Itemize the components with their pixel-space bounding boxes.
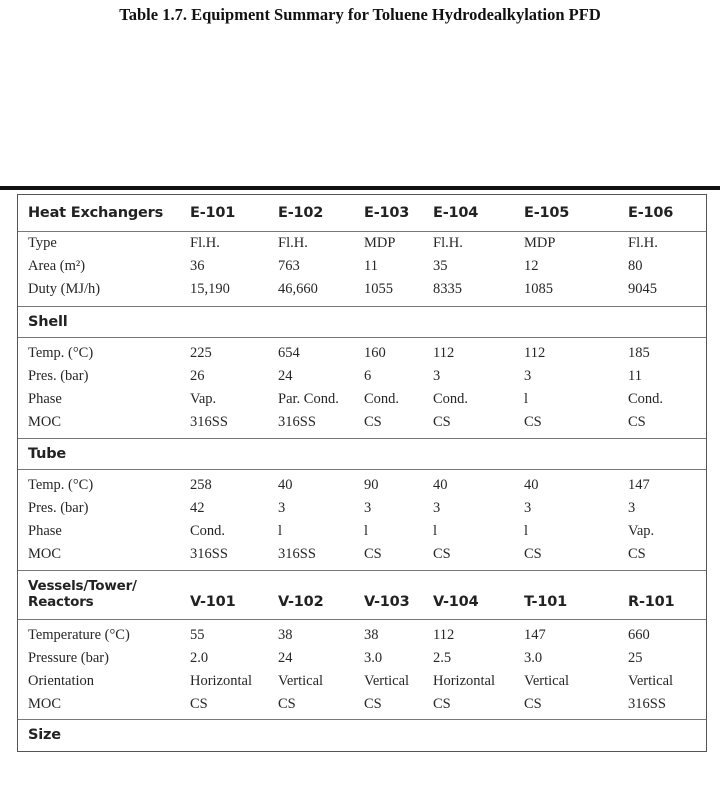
cell-value: Vertical: [364, 673, 410, 689]
divider: [18, 570, 706, 571]
cell-value: CS: [278, 696, 296, 712]
equipment-id: E-101: [190, 205, 236, 221]
row-label: Type: [28, 235, 57, 251]
cell-value: MDP: [364, 235, 396, 251]
cell-value: 6: [364, 368, 372, 384]
equipment-id: E-105: [524, 205, 570, 221]
cell-value: 38: [278, 627, 293, 643]
cell-value: 225: [190, 345, 212, 361]
row-label: MOC: [28, 414, 62, 430]
cell-value: 3: [433, 500, 441, 516]
cell-value: Fl.H.: [278, 235, 308, 251]
cell-value: 26: [190, 368, 205, 384]
cell-value: 35: [433, 258, 448, 274]
cell-value: 3.0: [364, 650, 383, 666]
cell-value: CS: [524, 546, 542, 562]
cell-value: 316SS: [190, 546, 228, 562]
cell-value: 12: [524, 258, 539, 274]
cell-value: 763: [278, 258, 300, 274]
cell-value: 11: [364, 258, 378, 274]
divider: [18, 306, 706, 307]
cell-value: 258: [190, 477, 212, 493]
cell-value: Vertical: [278, 673, 324, 689]
cell-value: 112: [524, 345, 546, 361]
cell-value: 112: [433, 627, 455, 643]
cell-value: 42: [190, 500, 205, 516]
cell-value: 80: [628, 258, 643, 274]
cell-value: 160: [364, 345, 386, 361]
cell-value: CS: [628, 546, 646, 562]
cell-value: 25: [628, 650, 643, 666]
cell-value: CS: [433, 414, 451, 430]
row-label: Pres. (bar): [28, 368, 89, 384]
cell-value: CS: [364, 414, 382, 430]
divider: [18, 469, 706, 470]
cell-value: l: [524, 391, 529, 407]
cell-value: 24: [278, 368, 293, 384]
cell-value: 3: [524, 500, 532, 516]
cell-value: 11: [628, 368, 642, 384]
vessels-header-line2: Reactors: [28, 594, 94, 610]
cell-value: l: [524, 523, 529, 539]
cell-value: 185: [628, 345, 650, 361]
cell-value: CS: [433, 696, 451, 712]
cell-value: 1085: [524, 281, 553, 297]
cell-value: 1055: [364, 281, 393, 297]
cell-value: 3: [364, 500, 372, 516]
equipment-id: E-102: [278, 205, 324, 221]
equipment-id: T-101: [524, 594, 568, 610]
size-header: Size: [28, 727, 61, 743]
top-rule: [0, 186, 720, 190]
cell-value: 55: [190, 627, 205, 643]
cell-value: 24: [278, 650, 293, 666]
cell-value: 9045: [628, 281, 657, 297]
cell-value: Vap.: [628, 523, 655, 539]
equipment-id: E-103: [364, 205, 410, 221]
cell-value: CS: [433, 546, 451, 562]
equipment-id: V-104: [433, 594, 479, 610]
cell-value: 147: [524, 627, 546, 643]
cell-value: CS: [524, 414, 542, 430]
divider: [18, 438, 706, 439]
cell-value: 316SS: [190, 414, 228, 430]
equipment-summary-table: [17, 194, 707, 752]
cell-value: 3: [278, 500, 286, 516]
cell-value: CS: [628, 414, 646, 430]
heat-exchangers-header: Heat Exchangers: [28, 205, 164, 221]
row-label: Pressure (bar): [28, 650, 109, 666]
divider: [18, 619, 706, 620]
cell-value: 15,190: [190, 281, 230, 297]
equipment-id: V-102: [278, 594, 324, 610]
row-label: Phase: [28, 391, 62, 407]
tube-header: Tube: [28, 446, 67, 462]
row-label: Orientation: [28, 673, 95, 689]
divider: [18, 337, 706, 338]
cell-value: l: [433, 523, 438, 539]
cell-value: 2.5: [433, 650, 452, 666]
cell-value: CS: [364, 696, 382, 712]
row-label: Temp. (°C): [28, 345, 94, 361]
cell-value: 90: [364, 477, 379, 493]
cell-value: 316SS: [628, 696, 666, 712]
equipment-id: V-103: [364, 594, 410, 610]
equipment-id: E-104: [433, 205, 479, 221]
cell-value: 8335: [433, 281, 462, 297]
row-label: MOC: [28, 546, 62, 562]
cell-value: 40: [278, 477, 293, 493]
equipment-id: R-101: [628, 594, 675, 610]
cell-value: Horizontal: [433, 673, 496, 689]
cell-value: 40: [433, 477, 448, 493]
cell-value: Fl.H.: [433, 235, 463, 251]
row-label: Pres. (bar): [28, 500, 89, 516]
cell-value: Vertical: [628, 673, 674, 689]
row-label: MOC: [28, 696, 62, 712]
row-label: Phase: [28, 523, 62, 539]
cell-value: Cond.: [364, 391, 400, 407]
row-label: Temperature (°C): [28, 627, 130, 643]
cell-value: Cond.: [190, 523, 226, 539]
vessels-header-line1: Vessels/Tower/: [28, 578, 137, 594]
cell-value: Par. Cond.: [278, 391, 339, 407]
equipment-id: V-101: [190, 594, 236, 610]
row-label: Area (m²): [28, 258, 86, 274]
cell-value: 316SS: [278, 414, 316, 430]
cell-value: 3: [524, 368, 532, 384]
divider: [18, 231, 706, 232]
cell-value: 3: [433, 368, 441, 384]
cell-value: Cond.: [433, 391, 469, 407]
cell-value: l: [278, 523, 283, 539]
cell-value: CS: [524, 696, 542, 712]
divider: [18, 719, 706, 720]
cell-value: Fl.H.: [628, 235, 658, 251]
shell-header: Shell: [28, 314, 68, 330]
cell-value: 3: [628, 500, 636, 516]
cell-value: 112: [433, 345, 455, 361]
cell-value: 316SS: [278, 546, 316, 562]
cell-value: Vertical: [524, 673, 570, 689]
cell-value: CS: [190, 696, 208, 712]
cell-value: 38: [364, 627, 379, 643]
row-label: Duty (MJ/h): [28, 281, 101, 297]
cell-value: Fl.H.: [190, 235, 220, 251]
cell-value: Cond.: [628, 391, 664, 407]
vessels-header-row: [18, 573, 706, 619]
equipment-id: E-106: [628, 205, 674, 221]
cell-value: 40: [524, 477, 539, 493]
cell-value: 3.0: [524, 650, 543, 666]
cell-value: Horizontal: [190, 673, 253, 689]
cell-value: 654: [278, 345, 300, 361]
table-title: Table 1.7. Equipment Summary for Toluene Hydrodealkylation PFD: [119, 5, 601, 24]
cell-value: 660: [628, 627, 650, 643]
cell-value: 36: [190, 258, 205, 274]
heat-exchangers-header-row: [18, 195, 706, 231]
row-label: Temp. (°C): [28, 477, 94, 493]
cell-value: Vap.: [190, 391, 217, 407]
cell-value: 2.0: [190, 650, 209, 666]
cell-value: CS: [364, 546, 382, 562]
cell-value: 46,660: [278, 281, 318, 297]
cell-value: MDP: [524, 235, 556, 251]
cell-value: l: [364, 523, 369, 539]
cell-value: 147: [628, 477, 650, 493]
